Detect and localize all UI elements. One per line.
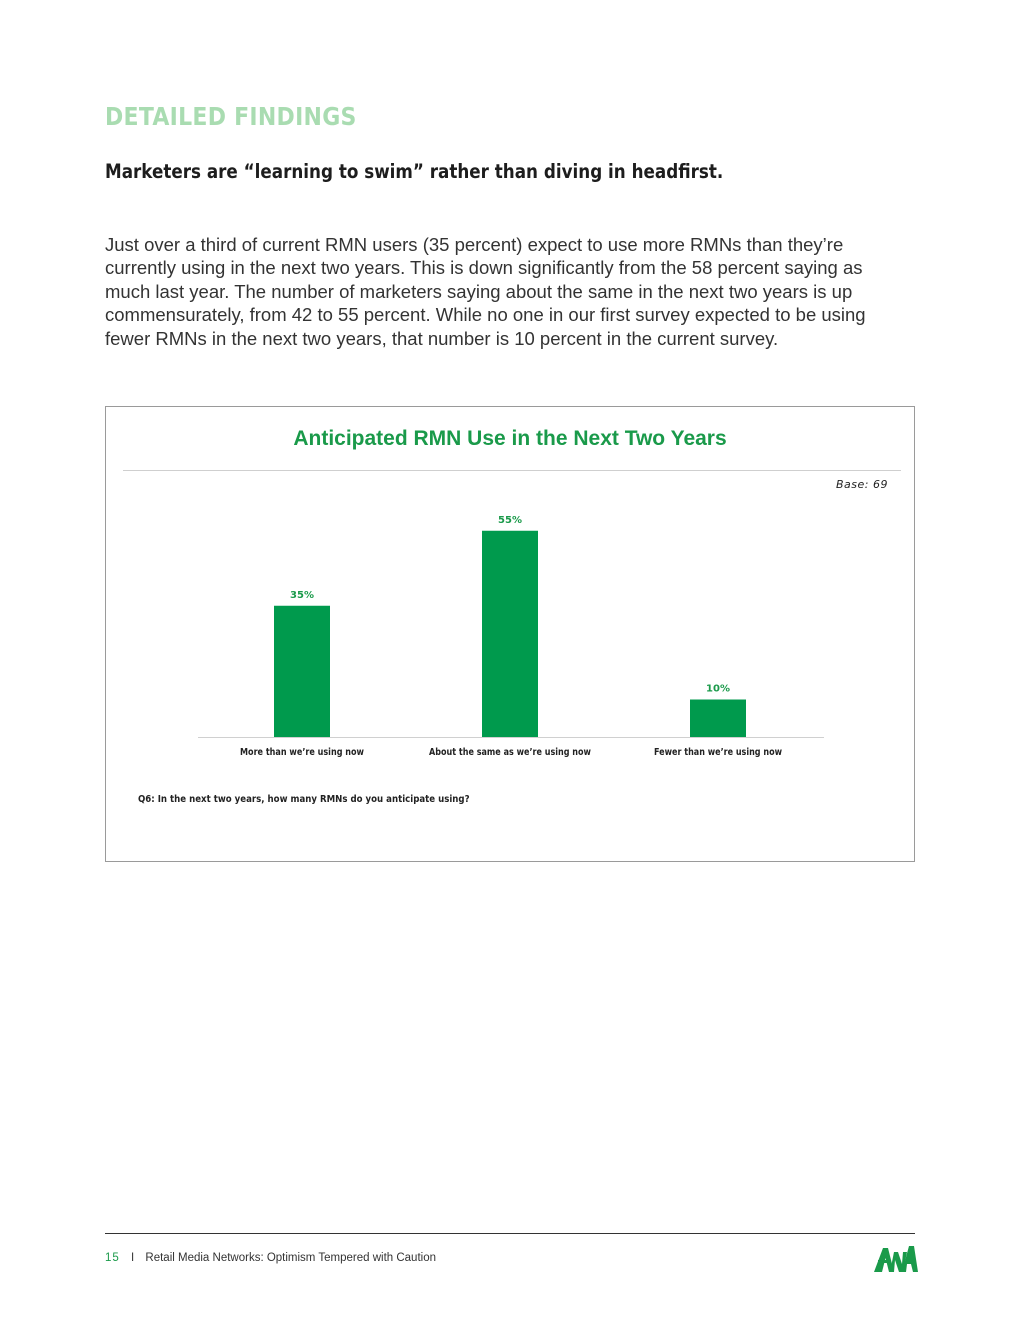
bar — [482, 531, 538, 737]
bar-chart — [106, 407, 914, 861]
base-note: Base: 69 — [836, 478, 888, 491]
footer-divider — [105, 1233, 915, 1234]
chart-title: Anticipated RMN Use in the Next Two Years — [293, 427, 727, 450]
category-tick-label: About the same as we’re using now — [429, 747, 591, 758]
chart-panel — [105, 406, 915, 862]
footer-doc-title: Retail Media Networks: Optimism Tempered with Caution — [145, 1252, 436, 1264]
subhead: Marketers are “learning to swim” rather than diving in headfirst. — [105, 160, 724, 183]
survey-question: Q6: In the next two years, how many RMNs do you anticipate using? — [138, 794, 470, 805]
category-tick-label: Fewer than we’re using now — [654, 747, 782, 758]
footer-separator: I — [131, 1252, 135, 1264]
page-number: 15 — [105, 1252, 120, 1264]
section-title: DETAILED FINDINGS — [105, 102, 357, 131]
bar — [690, 700, 746, 738]
bar-value-label: 10% — [706, 683, 730, 695]
ana-logo-icon — [872, 1244, 918, 1274]
bar-value-label: 55% — [498, 514, 522, 526]
footer — [105, 1252, 436, 1264]
bar-value-label: 35% — [290, 589, 314, 601]
bar — [274, 606, 330, 737]
body-paragraph: Just over a third of current RMN users (35 percent) expect to use more RMNs than they’re currently using in the next two years. This is down significantly from the 58 percent saying as much last year. The number of marketers saying about the same in the next two years is up commensurately, from 42 to 55 percent. While no one in our first survey expected to be using fewer RMNs in the next two years, that number is 10 percent in the current survey. — [105, 234, 866, 349]
category-tick-label: More than we’re using now — [240, 747, 364, 758]
